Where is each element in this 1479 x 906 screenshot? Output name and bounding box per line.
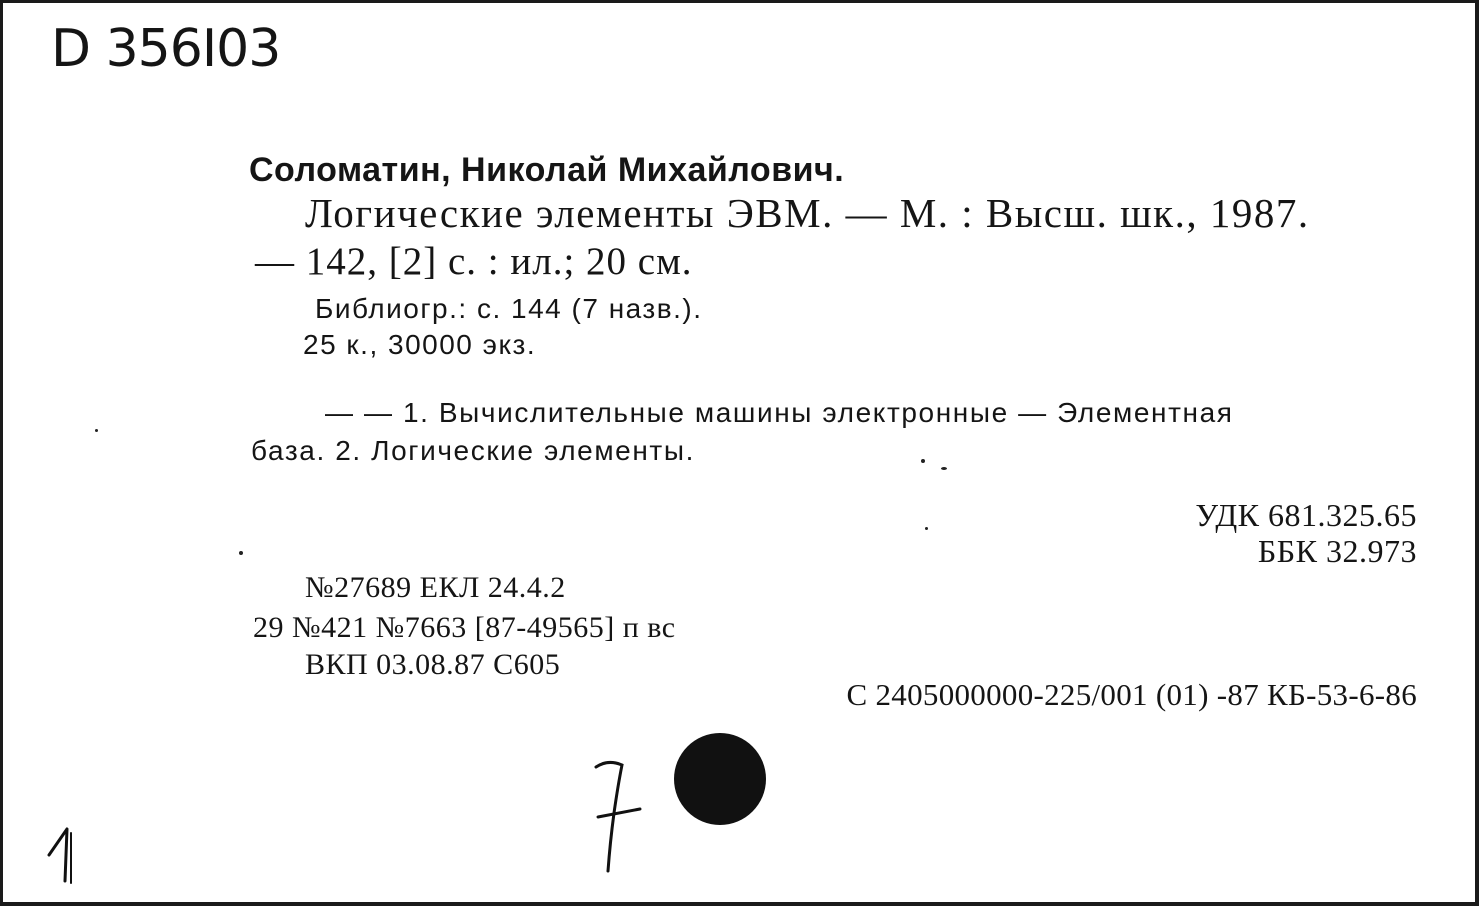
catalog-line-3: ВКП 03.08.87 С605 — [305, 648, 561, 681]
price-print-run: 25 к., 30000 экз. — [303, 329, 537, 360]
subject-headings-line2: база. 2. Логические элементы. — [251, 435, 695, 466]
title-imprint-line: Логические элементы ЭВМ. — М. : Высш. шк., 1987. — [305, 190, 1310, 236]
subject-headings-line1: — — 1. Вычислительные машины электронные — Элементная — [325, 397, 1234, 428]
author-heading: Соломатин, Николай Михайлович. — [249, 151, 845, 189]
ink-speck — [941, 467, 947, 470]
udk-code: УДК 681.325.65 — [1195, 497, 1417, 533]
bbk-code: ББК 32.973 — [1257, 533, 1417, 569]
ink-speck — [95, 429, 98, 432]
ink-speck — [925, 527, 928, 530]
handwritten-seven-mark — [588, 755, 648, 880]
filled-circle-mark — [674, 733, 766, 825]
catalog-line-2: 29 №421 №7663 [87-49565] п вс — [253, 611, 676, 644]
shelf-mark: D 356I03 — [51, 19, 281, 79]
catalog-line-1: №27689 ЕКЛ 24.4.2 — [305, 571, 566, 604]
ink-speck — [239, 551, 243, 555]
publisher-index-code: С 2405000000-225/001 (01) -87 КБ-53-6-86 — [846, 677, 1417, 712]
bibliography-note: Библиогр.: с. 144 (7 назв.). — [315, 293, 703, 324]
ink-speck — [921, 459, 925, 463]
handwritten-one-mark — [41, 825, 91, 890]
pagination-line: — 142, [2] с. : ил.; 20 см. — [255, 240, 693, 283]
